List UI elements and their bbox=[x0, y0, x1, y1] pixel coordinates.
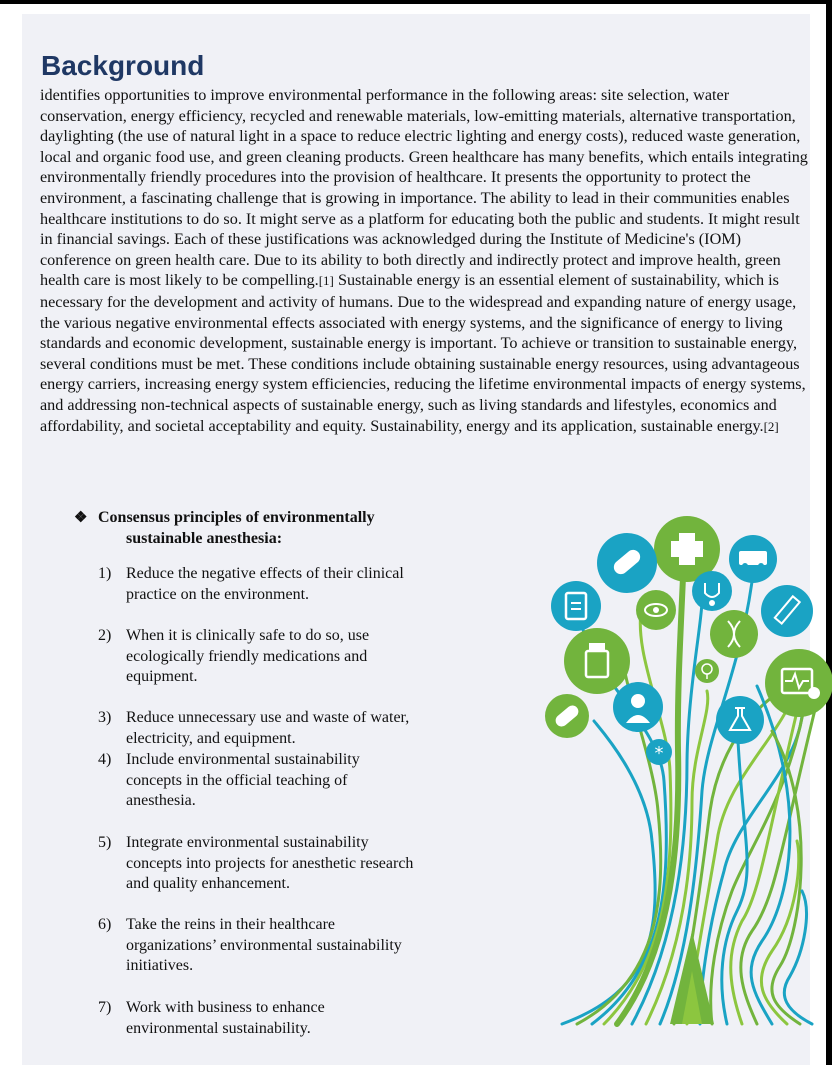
citation-1: [1] bbox=[318, 273, 334, 289]
dna-icon bbox=[710, 610, 758, 658]
nurse-icon bbox=[613, 682, 663, 732]
heading-line-2: sustainable anesthesia: bbox=[126, 529, 283, 547]
list-item bbox=[74, 750, 414, 812]
list-item bbox=[74, 708, 414, 749]
list-item bbox=[74, 833, 414, 895]
item-text: Reduce unnecessary use and waste of water, electricity, and equipment. bbox=[126, 709, 410, 747]
item-number: 5) bbox=[98, 834, 112, 851]
list-item bbox=[74, 998, 414, 1039]
pill-icon bbox=[597, 533, 657, 593]
document-page bbox=[22, 14, 810, 1065]
item-text: Work with business to enhance environmental sustainability. bbox=[126, 999, 325, 1037]
paragraph-part-2: Sustainable energy is an essential element of sustainability, which is necessary for the development and activity of humans. Due to the widespread and expanding nature of energy usage, the various negative environmental effects associated with energy systems, and the significance of energy to living standards and economic development, sustainable energy is important. To achieve or transition to sustainable energy, several conditions must be met. These conditions include obtaining sustainable energy resources, using advantageous energy carriers, increasing energy system efficiencies, reducing the lifetime environmental impacts of energy systems, and addressing non-technical aspects of sustainable energy, such as living standards and lifestyles, economics and affordability, and societal acceptability and equity. Sustainability, energy and its application, sustainable energy. bbox=[40, 271, 806, 435]
citation-2: [2] bbox=[763, 418, 779, 434]
principles-list bbox=[74, 508, 434, 1037]
bandage-icon bbox=[545, 694, 589, 738]
pencil-icon bbox=[761, 585, 813, 637]
item-number: 4) bbox=[98, 751, 112, 768]
section-title: Background bbox=[41, 50, 205, 81]
medical-tree-illustration bbox=[542, 511, 832, 1031]
heart-monitor-icon bbox=[765, 649, 832, 717]
item-text: Reduce the negative effects of their clinical practice on the environment. bbox=[126, 565, 404, 603]
medicine-bottle-icon bbox=[564, 628, 630, 694]
item-number: 7) bbox=[98, 999, 112, 1016]
item-number: 1) bbox=[98, 565, 112, 582]
item-text: Take the reins in their healthcare organizations’ environmental sustainability initiatives. bbox=[126, 916, 402, 974]
item-text: Integrate environmental sustainability concepts into projects for anesthetic research and quality enhancement. bbox=[126, 834, 414, 892]
heading-line-1: Consensus principles of environmentally bbox=[98, 509, 375, 526]
list-item bbox=[74, 564, 414, 605]
ambulance-icon bbox=[729, 535, 777, 583]
list-item bbox=[74, 626, 414, 688]
item-number: 6) bbox=[98, 916, 112, 933]
background-paragraph bbox=[40, 85, 810, 437]
item-text: When it is clinically safe to do so, use ecologically friendly medications and equipment. bbox=[126, 627, 370, 685]
list-item bbox=[74, 915, 414, 977]
paragraph-part-1: identifies opportunities to improve environmental performance in the following areas: site selection, water conservation, energy efficiency, recycled and renewable materials, low-emitting materials, alternative transportation, daylighting (the use of natural light in a space to reduce electric lighting and energy costs), reduced waste generation, local and organic food use, and green cleaning products. Green healthcare has many benefits, which entails integrating environmentally friendly procedures into the provision of healthcare. It presents the opportunity to protect the environment, a fascinating challenge that is growing in importance. The ability to lead in their communities enables healthcare institutions to do so. It might serve as a platform for educating both the public and students. It might result in financial savings. Each of these justifications was acknowledged during the Institute of Medicine's (IOM) conference on green health care. Due to its ability to both directly and indirectly protect and improve health, green health care is most likely to be compelling. bbox=[40, 86, 808, 290]
pharmacy-icon bbox=[695, 659, 719, 683]
page-frame-top bbox=[0, 0, 832, 4]
stethoscope-icon bbox=[692, 571, 732, 611]
asterisk-icon bbox=[646, 739, 672, 765]
item-text: Include environmental sustainability concepts in the official teaching of anesthesia. bbox=[126, 751, 360, 809]
item-number: 2) bbox=[98, 627, 112, 644]
svg-text:*: * bbox=[654, 743, 664, 764]
diamond-bullet-icon: ❖ bbox=[74, 510, 88, 526]
item-number: 3) bbox=[98, 709, 112, 726]
clipboard-icon bbox=[551, 581, 601, 631]
principles-heading bbox=[74, 508, 434, 549]
flask-icon bbox=[716, 696, 764, 744]
eye-icon bbox=[636, 590, 676, 630]
